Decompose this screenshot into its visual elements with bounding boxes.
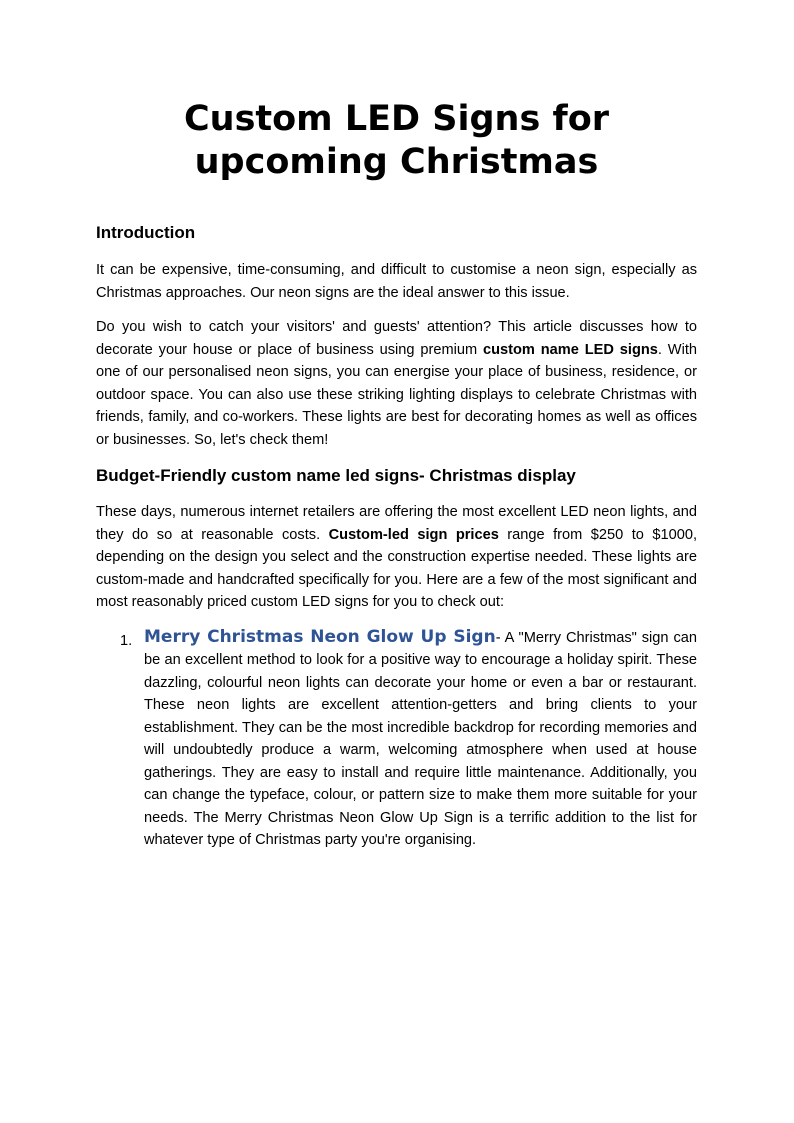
budget-p-bold-keyword: Custom-led sign prices	[328, 526, 499, 543]
list-item-text: - A "Merry Christmas" sign can be an excellent method to look for a positive way to encourage a holiday spirit. These dazzling, colourful neon lights can decorate your home or even a bar or restaurant. These neon lights are excellent attention-getters and bring clients to your establishment. They can be the most incredible backdrop for recording memories and will undoubtedly produce a warm, welcoming atmosphere when used at house gatherings. They are easy to install and require little maintenance. Additionally, you can change the typeface, colour, or pattern size to make them more suitable for your needs. The Merry Christmas Neon Glow Up Sign is a terrific addition to the list for whatever type of Christmas party you're organising.	[144, 629, 698, 848]
budget-p-text-before: These days, numerous internet retailers are offering the most excellent LED neon lights, and they do so at reasonable costs.	[96, 504, 697, 543]
document-page	[96, 0, 697, 852]
document-title: Custom LED Signs for upcoming Christmas	[183, 99, 610, 182]
introduction-heading: Introduction	[96, 223, 196, 242]
list-item-body	[144, 626, 697, 852]
intro-p2-bold-keyword: custom name LED signs	[482, 341, 658, 358]
intro-p2-text-after: . With one of our personalised neon signs, you can energise your place of business, residence, or outdoor space. You can also use these striking lighting displays to celebrate Christmas with friends, family, and co-workers. These lights are best for decorating homes as well as offices or businesses. So, let's check them!	[96, 341, 697, 448]
budget-section-paragraph	[96, 501, 697, 614]
list-item-number: 1.	[120, 632, 133, 649]
budget-p-text-after: range from $250 to $1000, depending on the design you select and the construction expertise needed. These lights are custom-made and handcrafted specifically for you. Here are a few of the most significant and most reasonably priced custom LED signs for you to check out:	[96, 526, 698, 610]
budget-section-heading: Budget-Friendly custom name led signs- Christmas display	[96, 466, 576, 485]
list-item-title: Merry Christmas Neon Glow Up Sign	[144, 626, 496, 647]
list-item	[96, 626, 697, 852]
intro-p2-text-before: Do you wish to catch your visitors' and guests' attention? This article discusses how to decorate your house or place of business using premium	[96, 319, 697, 358]
introduction-paragraph-1: It can be expensive, time-consuming, and difficult to customise a neon sign, especially as Christmas approaches. Our neon signs are the ideal answer to this issue.	[96, 262, 697, 301]
sign-list	[96, 626, 697, 852]
introduction-paragraph-2	[96, 316, 697, 451]
